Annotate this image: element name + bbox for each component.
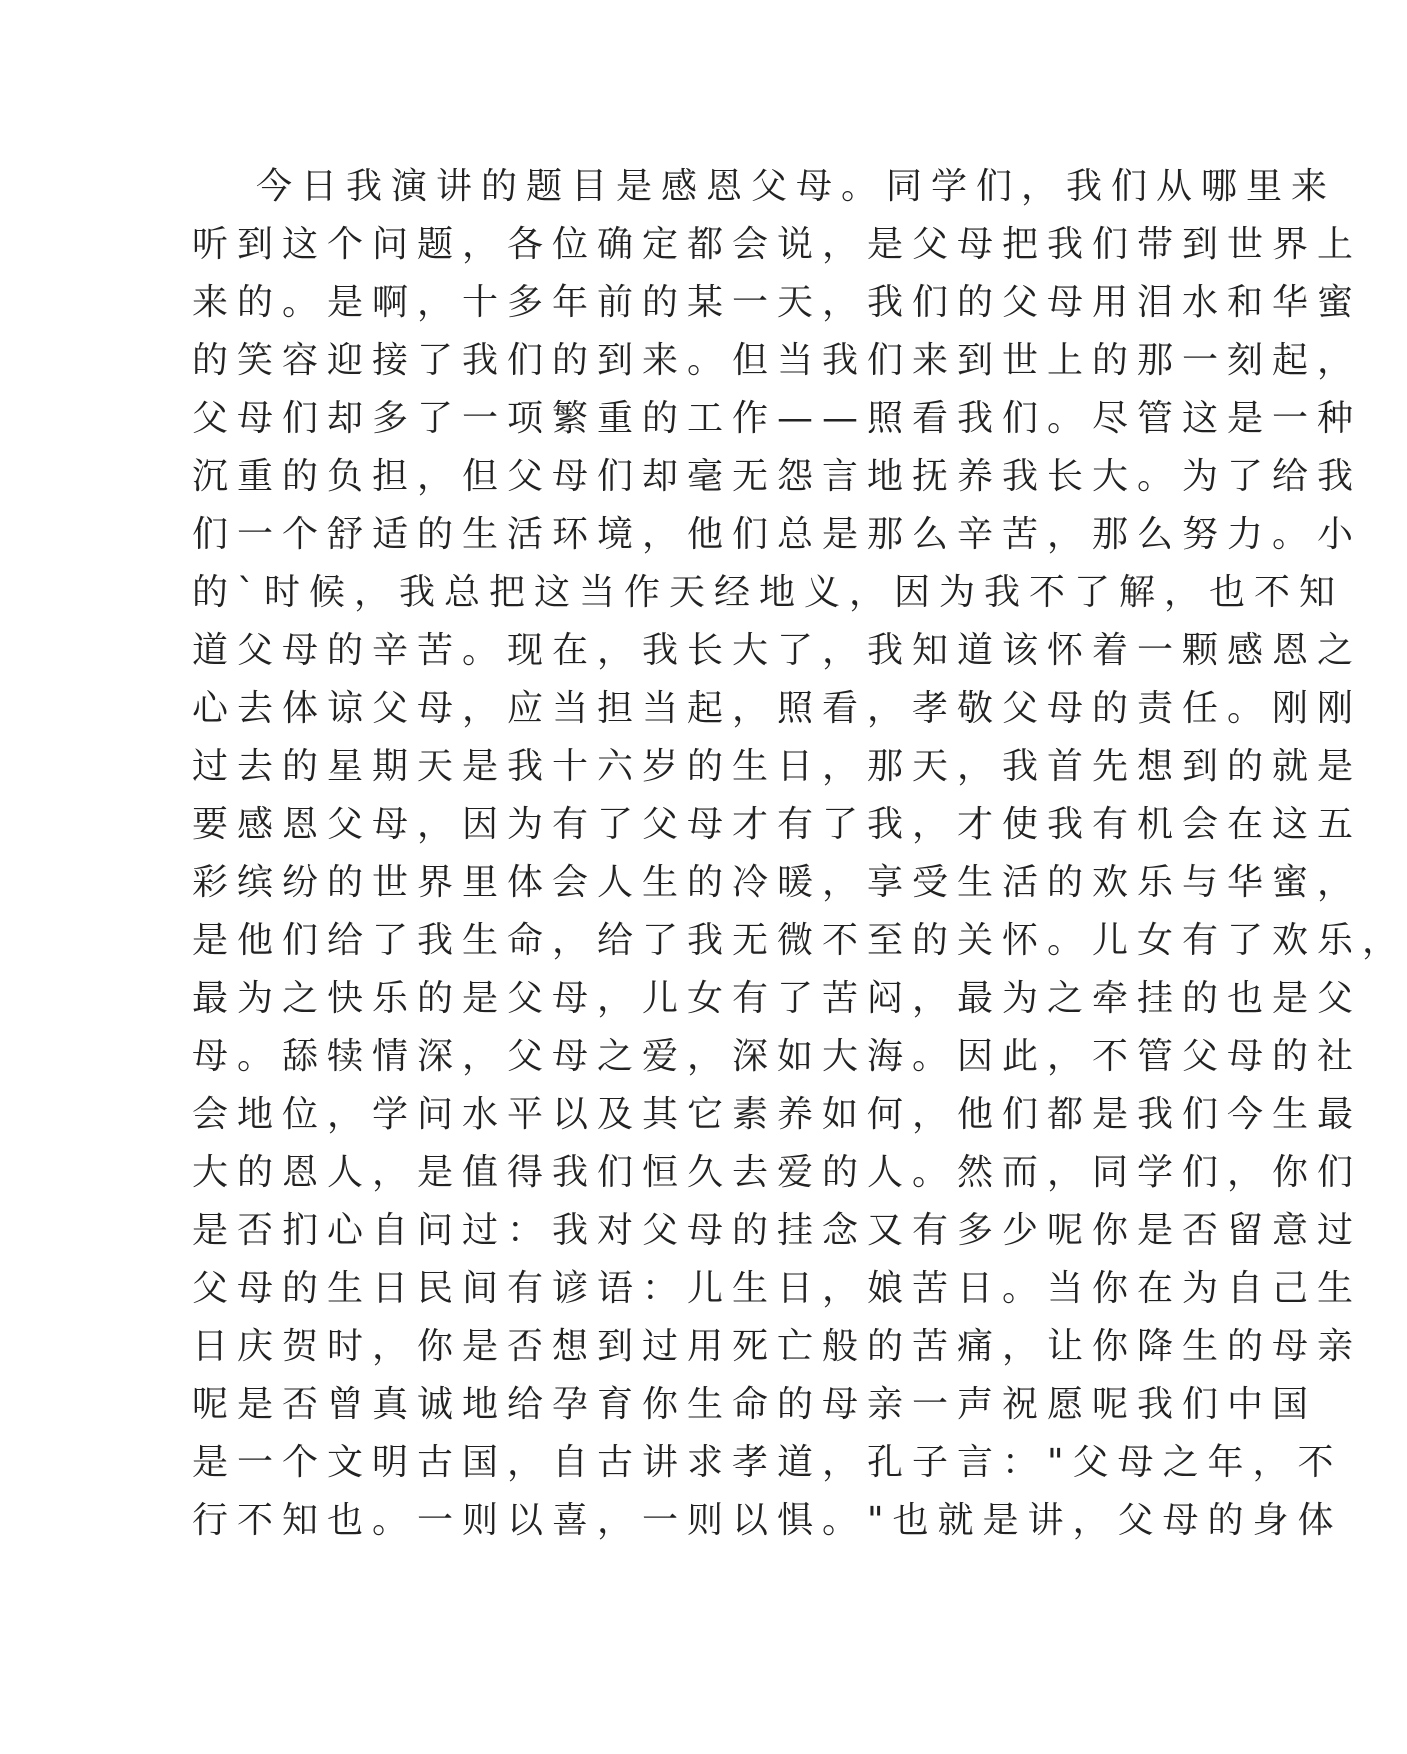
paragraph-line: 日庆贺时，你是否想到过用死亡般的苦痛，让你降生的母亲 [192,1326,1363,1367]
paragraph-line: 听到这个问题，各位确定都会说，是父母把我们带到世界上 [192,224,1363,265]
paragraph-line: 父母们却多了一项繁重的工作——照看我们。尽管这是一种 [192,398,1363,439]
paragraph-line: 会地位，学问水平以及其它素养如何，他们都是我们今生最 [192,1094,1363,1135]
paragraph-line: 的笑容迎接了我们的到来。但当我们来到世上的那一刻起， [192,340,1363,381]
paragraph-line: 父母的生日民间有谚语：儿生日，娘苦日。当你在为自己生 [192,1268,1363,1309]
paragraph-line: 是一个文明古国，自古讲求孝道，孔子言："父母之年，不 [192,1442,1343,1483]
paragraph-line: 过去的星期天是我十六岁的生日，那天，我首先想到的就是 [192,746,1363,787]
paragraph-line: 是他们给了我生命，给了我无微不至的关怀。儿女有了欢乐， [192,920,1407,961]
paragraph-line: 呢是否曾真诚地给孕育你生命的母亲一声祝愿呢我们中国 [192,1384,1318,1425]
paragraph-line: 道父母的辛苦。现在，我长大了，我知道该怀着一颗感恩之 [192,630,1363,671]
paragraph-line: 最为之快乐的是父母，儿女有了苦闷，最为之牵挂的也是父 [192,978,1363,1019]
speech-paragraph [192,158,1407,1550]
paragraph-line: 行不知也。一则以喜，一则以惧。"也就是讲，父母的身体 [192,1500,1343,1541]
paragraph-line: 的`时候，我总把这当作天经地义，因为我不了解，也不知 [192,572,1345,613]
paragraph-line: 今日我演讲的题目是感恩父母。同学们，我们从哪里来 [256,166,1337,207]
paragraph-line: 要感恩父母，因为有了父母才有了我，才使我有机会在这五 [192,804,1363,845]
paragraph-line: 彩缤纷的世界里体会人生的冷暖，享受生活的欢乐与华蜜， [192,862,1363,903]
paragraph-line: 是否扪心自问过：我对父母的挂念又有多少呢你是否留意过 [192,1210,1363,1251]
paragraph-line: 母。舔犊情深，父母之爱，深如大海。因此，不管父母的社 [192,1036,1363,1077]
paragraph-line: 心去体谅父母，应当担当起，照看，孝敬父母的责任。刚刚 [192,688,1363,729]
paragraph-line: 大的恩人，是值得我们恒久去爱的人。然而，同学们，你们 [192,1152,1363,1193]
paragraph-line: 们一个舒适的生活环境，他们总是那么辛苦，那么努力。小 [192,514,1363,555]
paragraph-line: 来的。是啊，十多年前的某一天，我们的父母用泪水和华蜜 [192,282,1363,323]
paragraph-line: 沉重的负担，但父母们却毫无怨言地抚养我长大。为了给我 [192,456,1363,497]
